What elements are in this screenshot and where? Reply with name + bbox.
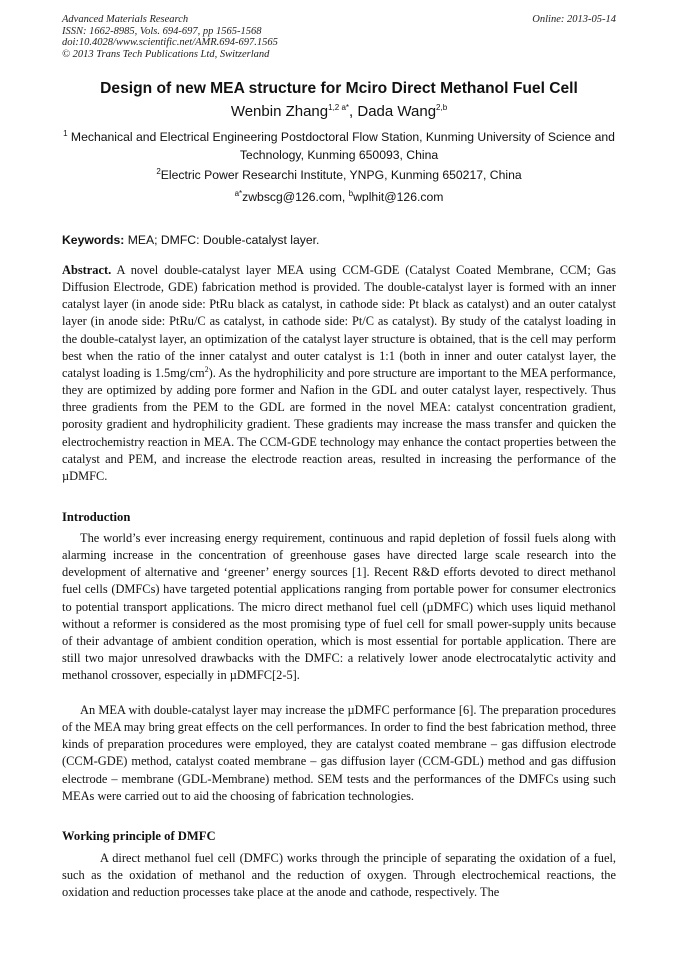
- author-1-superscript: 1,2 a*: [328, 103, 350, 112]
- keywords-label: Keywords:: [62, 233, 125, 247]
- affiliation-2-marker: 2: [156, 166, 161, 176]
- abstract-superscript: 2: [204, 364, 209, 374]
- author-separator: ,: [349, 103, 358, 120]
- doi-line: doi:10.4028/www.scientific.net/AMR.694-697.1565: [62, 37, 278, 48]
- abstract-text-part2: ). As the hydrophilicity and pore structure are important to the MEA performance, they are optimized by adding pore former and Nafion in the GDL and outer catalyst layer, respectively. Thus three gradients from the PEM to the GDL are formed in the novel MEA: catalyst concentration gradient, porosity gradient and hydrophilicity gradient. These gradients may increase the mass transfer and quicken the electrochemistry reaction in MEA. The CCM-GDE technology may enhance the contact properties between the catalyst and PEM, and increase the electrode reaction areas, resulted in increasing the performance of the µDMFC.: [62, 365, 616, 483]
- introduction-paragraph-2: An MEA with double-catalyst layer may increase the µDMFC performance [6]. The preparation procedures of the MEA may bring great effects on the cell performances. In order to find the best fabrication method, three kinds of preparation procedures were employed, they are catalyst coated membrane – gas diffusion electrode (CCM-GDE) method, catalyst coated membrane – gas diffusion layer (CCM-GDL) method and gas diffusion electrode – membrane (GDL-Membrane) method. SEM tests and the performances of the DMFCs using such MEAs were carried out to aid the choosing of fabrication technologies.: [62, 703, 616, 803]
- affiliation-2-text: Electric Power Researchi Institute, YNPG, Kunming 650217, China: [160, 168, 522, 182]
- abstract-paragraph: [62, 262, 616, 485]
- introduction-heading: Introduction: [62, 510, 131, 524]
- affiliation-1-marker: 1: [63, 128, 68, 138]
- introduction-paragraph-1: The world’s ever increasing energy requirement, continuous and rapid depletion of fossil fuels along with alarming increase in the concentration of greenhouse gases have directed large scale research into the development of alternative and ‘greener’ energy sources [1]. Recent R&D efforts devoted to direct methanol fuel cells (DMFCs) have targeted potential applications ranging from portable power for consumer electronics to potential transport applications. The micro direct methanol fuel cell (µDMFC) which uses liquid methanol without a reformer is considered as the most promising type of fuel cell for small power-supply units because of their advantage of ambient condition operation, which is most essential for portable application. There are still two major unresolved drawbacks with the DMFC: a relatively lower anode electrocatalytic activity and methanol crossover, especially in µDMFC[2-5].: [62, 531, 616, 683]
- journal-name: Advanced Materials Research: [62, 14, 189, 25]
- affiliation-1-text: Mechanical and Electrical Engineering Postdoctoral Flow Station, Kunming University of Science and Technology, Kunming 650093, China: [70, 130, 615, 162]
- working-principle-paragraph-1: A direct methanol fuel cell (DMFC) works through the principle of separating the oxidation of a fuel, such as the oxidation of methanol and the reduction of oxygen. Through electrochemical reactions, the oxidation and reduction processes take place at the anode and cathode, respectively. The: [62, 851, 616, 900]
- author-2-superscript: 2,b: [436, 103, 448, 112]
- email-1-marker: a*: [234, 188, 243, 198]
- abstract-text-part1: A novel double-catalyst layer MEA using CCM-GDE (Catalyst Coated Membrane, CCM; Gas Diffusion Electrode, GDE) fabrication method is provided. The double-catalyst layer is formed with an inner catalyst layer (in anode side: PtRu black as catalyst, in cathode side: Pt black as catalyst) and an outer catalyst layer (in anode side: PtRu/C as catalyst, in cathode side: Pt/C as catalyst). By study of the catalyst loading in the double-catalyst layer, an optimization of the catalyst layer structure is obtained, that is the cell may perform best when the ratio of the inner catalyst and outer catalyst is 1:1 (both in inner and outer catalyst layer, the catalyst loading is 1.5mg/cm: [62, 263, 616, 380]
- copyright-line: © 2013 Trans Tech Publications Ltd, Switzerland: [62, 48, 270, 60]
- journal-header: [62, 14, 616, 60]
- working-principle-heading: Working principle of DMFC: [62, 829, 216, 843]
- keywords-text: MEA; DMFC: Double-catalyst layer.: [124, 233, 320, 247]
- email-line: [62, 188, 616, 206]
- affiliation-1: [62, 128, 616, 164]
- author-1: Wenbin Zhang: [230, 103, 329, 120]
- keywords: [62, 233, 319, 247]
- affiliation-2: [62, 166, 616, 184]
- email-2-marker: b: [348, 188, 354, 198]
- email-1: zwbscg@126.com,: [242, 190, 349, 204]
- email-2: wplhit@126.com: [353, 190, 444, 204]
- paper-title: Design of new MEA structure for Mciro Direct Methanol Fuel Cell: [100, 80, 578, 97]
- online-date: Online: 2013-05-14: [532, 14, 616, 25]
- issn-line: ISSN: 1662-8985, Vols. 694-697, pp 1565-1568: [62, 25, 262, 37]
- abstract-label: Abstract.: [62, 263, 112, 277]
- author-line: [40, 103, 638, 120]
- author-2: Dada Wang: [357, 103, 437, 120]
